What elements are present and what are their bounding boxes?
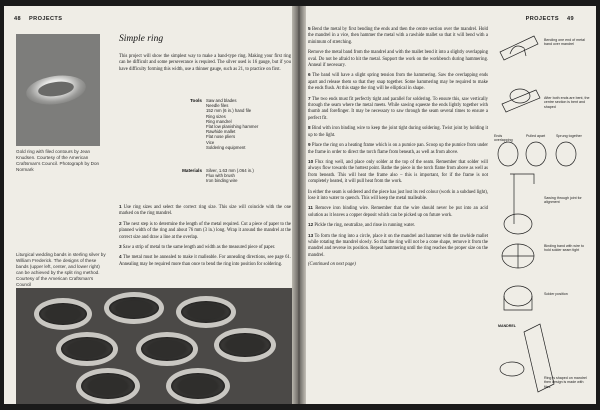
step-text: Remove the metal band from the mandrel and with the mallet bend it into a slightly overlapping oval. Do not be afraid to hit the metal. Support the work on the workbench during hammering. Anneal if necessary. [308,50,488,69]
right-page-header [526,16,582,22]
step-number: 2 [119,220,122,226]
figure-caption: Ends overlapping [494,134,513,143]
tool-item: Ring sizes [206,113,226,119]
tool-item: Vice [206,139,215,145]
step-text: Saw a strip of metal to the same length and width as the measured piece of paper. [122,245,276,251]
material-item: Iron binding wire [206,178,238,184]
step-number: 9 [308,142,311,148]
book-gutter [292,6,306,404]
figure-caption: Pulled apart [526,134,546,138]
step-number: 12 [308,222,314,228]
step-number: 8 [308,125,311,131]
tool-item: Flat nose pliers [206,134,236,140]
step-item [308,222,488,229]
step-number: 11 [308,205,313,211]
materials-list [206,168,254,184]
solder-position-illustration [504,286,532,310]
tool-item: 152 mm (6 in.) hand file [206,108,252,114]
step-number: 7 [308,95,311,101]
sawing-joint-illustration [504,174,534,234]
step-text: Use ring sizes and select the correct ring size. This size will coincide with the one marked on the ring mandrel. [119,205,291,217]
step-number: 1 [119,204,122,209]
tool-item: Rawhide mallet [206,129,236,135]
step-item [119,244,291,251]
step-text: Bend the metal by first bending the ends and then the centre section over the mandrel. Hold the mandrel in a vice, then hammer the metal with a rawhide mallet so that it will bend with a minimum of stretching. [308,27,488,45]
centre-bend-illustration [502,89,540,112]
step-text: Place the ring on a heating frame which is on a pumice pan. Scoop up the pumice from under the frame in order to direct the torch flame from beneath, as well as from above. [308,143,488,155]
overlap-ends-illustration [498,142,576,166]
gold-ring-caption: Gold ring with filed contours by Jean Knudsen. Courtesy of the American Craftsman's Council. Photograph by Don Normark [16,149,100,172]
step-number: 5 [308,26,311,31]
step-number: 13 [308,232,314,238]
step-item [308,142,488,156]
section-title: Simple ring [119,34,164,44]
step-item [308,26,488,46]
left-page [4,6,296,404]
step-item [308,189,488,203]
figure-caption: Solder position [544,292,568,296]
tools-list [206,98,258,150]
step-item [308,125,488,139]
step-number: 4 [119,254,122,260]
wedding-bands-photo [16,288,296,404]
wedding-bands-caption: Liturgical wedding bands in sterling silver by William Frederick. The designs of these bands (upper left, center, and lower right) can be achieved by the split ring method. Courtesy of the American Craftsman's Council [16,252,106,287]
figure-caption: After both ends are bent, the centre section is bent and shaped [544,96,590,109]
continued-text: (Continued on next page) [308,262,356,268]
right-page-running-title: PROJECTS [525,16,559,22]
left-page-running-title: PROJECTS [29,16,63,22]
tool-item: Needle files [206,103,229,109]
intro-paragraph: This project will show the simplest way to make a band-type ring. Making your first ring can be difficult and some perseverance is required. The silver used is 16 gauge, but if you have difficulty forming this width, use a thinner gauge, such as 21, to practice on first. [119,54,291,72]
tool-item: Flat low planishing hammer [206,124,259,130]
step-item [308,72,488,92]
figure-caption: Binding band with wire to hold solder seam tight [544,244,584,253]
tool-item: Ring mandrel [206,118,232,124]
step-number: 3 [119,244,122,250]
mandrel-bending-illustration [500,36,538,60]
tools-label: Tools [190,98,202,103]
step-item [308,205,488,219]
left-page-header [14,16,70,22]
left-page-number: 48 [14,16,22,22]
step-text: Remove iron binding wire. Remember that the wire should never be put into an acid solution as it leaves a copper deposit which can be picked up on future work. [308,206,489,218]
step-text: Bind with iron binding wire to keep the joint tight during soldering. Twist joint by holding it up to the light. [308,126,488,138]
step-text: Pickle the ring, neutralize, and rinse in running water. [314,223,416,229]
right-page-number: 49 [566,16,574,22]
material-item: Flux with brush [206,173,235,179]
step-item [308,49,488,69]
figure-caption: Sawing through joint for alignment [544,196,582,205]
left-steps [119,204,291,271]
step-number: 6 [308,72,311,78]
step-number: 10 [308,158,314,164]
figure-caption: Ring is shaped on mandrel then design is made with files [544,376,587,389]
step-item [308,96,488,123]
step-text: The two ends must fit perfectly tight and parallel for soldering. To ensure this, saw vertically through the seam where the metal meets. While sawing squeeze the ends lightly together with thumb and forefinger. It may be necessary to saw through the seam several times to ensure a perfect fit. [308,96,489,121]
figure-caption: Sprung together [556,134,582,138]
tool-item: Saw and blades [206,98,237,103]
continued-note [308,262,488,268]
illustrations-svg [494,24,592,402]
step-text: The band will have a slight spring tension from the hammering. Saw the overlapping ends apart and release them so that they snap together. Some hammering may be required to make the ends flush. At this stage the ring will be elliptical in shape. [308,73,488,92]
materials-label: Materials [182,168,202,173]
illustrations-column [494,24,592,402]
gold-ring-photo [16,34,100,146]
mandrel-label: MANDREL [498,324,516,328]
step-text: To form the ring into a circle, place it on the mandrel and hammer with the rawhide mallet while rotating the mandrel slowly. So that the ring will not be a cone shape, remove it from the mandrel and reverse its position. Repeat hammering until the ring reaches the proper size on the mandrel. [308,233,488,258]
right-steps [308,26,488,272]
material-item: Silver, 1.63 mm (.064 in.) [206,168,254,173]
step-text: In either the seam is soldered and the piece has just lost its red colour (work in a subdued light), lose it into water to quench. This will keep the metal malleable. [308,189,488,201]
step-text: The next step is to determine the length of the metal required. Cut a piece of paper to the planned width of the ring and about 76 mm (3 in.) long. Wrap it around the mandrel at the correct size and draw a line at the overlap. [119,221,291,240]
step-item [119,254,291,268]
step-item [308,159,488,186]
step-text: The metal must be annealed to make it malleable. For annealing directions, see page 61. Annealing may be required more than once to bend the ring into position for soldering. [119,255,291,267]
tool-item: Soldering equipment [206,144,246,150]
step-item [119,221,291,241]
step-item [119,204,291,218]
figure-caption: Bending one end of metal band over mandrel [544,38,585,47]
binding-wire-illustration [502,244,534,268]
step-text: Flux ring well, and place only solder at the top of the seam. Remember that solder will always flow towards the hottest point. Bathe the piece in the torch flame from above as well as from beneath. This will heat the frame also – this is important, for if the frame is not completely heated, it will pull heat from the work. [308,159,488,185]
step-item [308,233,488,260]
